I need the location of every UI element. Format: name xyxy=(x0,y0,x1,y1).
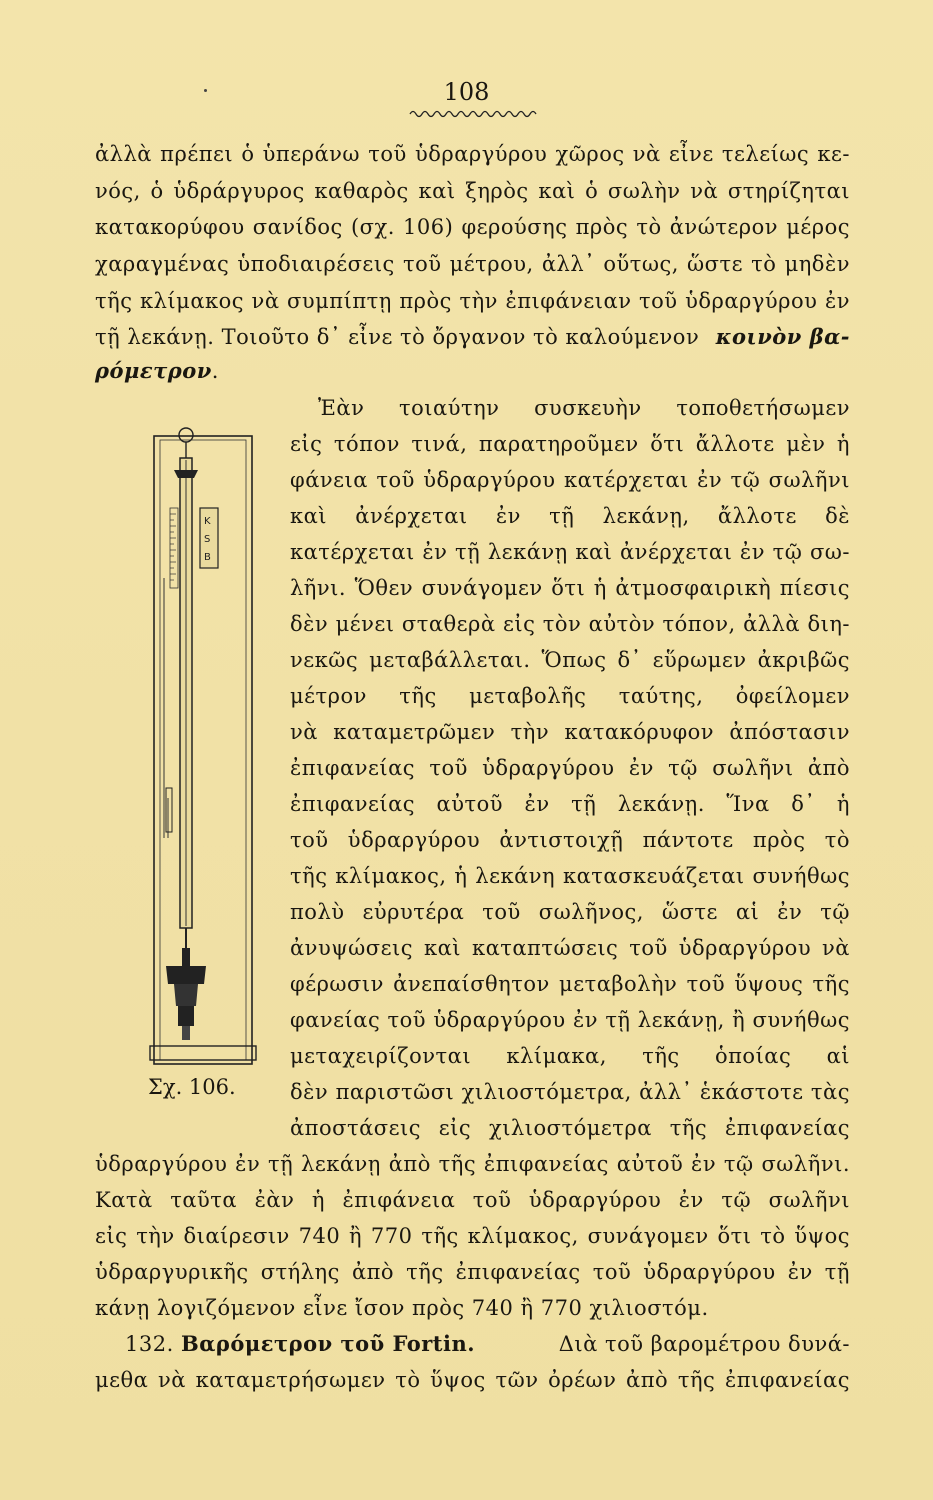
text-line: Κατὰ ταῦτα ἐὰν ἡ ἐπιφάνεια τοῦ ὑδραργύρου ἐν τῷ σωλῆνι xyxy=(95,1188,850,1212)
text-line: φάνεια τοῦ ὑδραργύρου κατέρχεται ἐν τῷ σωλῆνι xyxy=(290,468,850,492)
text-line: λῆνι. Ὅθεν συνάγομεν ὅτι ἡ ἀτμοσφαιρικὴ πίεσις xyxy=(290,576,850,600)
page-number: 108 xyxy=(443,78,490,106)
text-line: καὶ ἀνέρχεται ἐν τῇ λεκάνῃ, ἄλλοτε δὲ xyxy=(290,504,850,528)
text-line: ὑδραργυρικῆς στήλης ἀπὸ τῆς ἐπιφανείας τοῦ ὑδραργύρου ἐν τῇ xyxy=(95,1260,850,1284)
text-line: δὲν παριστῶσι χιλιοστόμετρα, ἀλλ᾽ ἑκάστοτε τὰς xyxy=(290,1080,850,1104)
text-line: εἰς τόπον τινά, παρατηροῦμεν ὅτι ἄλλοτε μὲν ἡ xyxy=(290,432,850,456)
section-heading xyxy=(95,1330,475,1358)
scale-letter: K xyxy=(204,516,211,527)
barometer-figure xyxy=(148,418,258,1068)
text-line: τῆς κλίμακος, ἡ λεκάνη κατασκευάζεται συνήθως xyxy=(290,864,850,888)
text-line: Ἐὰν τοιαύτην συσκευὴν τοποθετήσωμεν xyxy=(318,396,850,420)
text-line: εἰς τὴν διαίρεσιν 740 ἢ 770 τῆς κλίμακος, συνάγομεν ὅτι τὸ ὕψος xyxy=(95,1224,850,1248)
text-line: ὑδραργύρου ἐν τῇ λεκάνῃ ἀπὸ τῆς ἐπιφανείας αὐτοῦ ἐν τῷ σωλῆνι. xyxy=(95,1152,850,1176)
figure-caption: Σχ. 106. xyxy=(148,1075,236,1099)
scale-letter: B xyxy=(204,552,211,563)
scale-letter: S xyxy=(204,534,211,545)
text-line: κατακορύφου σανίδος (σχ. 106) φερούσης πρὸς τὸ ἀνώτερον μέρος xyxy=(95,215,850,239)
text-line: νεκῶς μεταβάλλεται. Ὅπως δ᾽ εὕρωμεν ἀκριβῶς xyxy=(290,648,850,672)
text-line: φανείας τοῦ ὑδραργύρου ἐν τῇ λεκάνῃ, ἢ συνήθως xyxy=(290,1008,850,1032)
section-heading-line xyxy=(95,1330,850,1358)
text-line-with-term xyxy=(95,323,850,351)
text-line: κατέρχεται ἐν τῇ λεκάνῃ καὶ ἀνέρχεται ἐν τῷ σω- xyxy=(290,540,850,564)
text-line: ἀνυψώσεις καὶ καταπτώσεις τοῦ ὑδραργύρου νὰ xyxy=(290,936,850,960)
text-line: μέτρον τῆς μεταβολῆς ταύτης, ὀφείλομεν xyxy=(290,684,850,708)
term-barometron-end: ρόμετρον xyxy=(95,358,212,383)
text-line: μεθα νὰ καταμετρήσωμεν τὸ ὕψος τῶν ὀρέων ἀπὸ τῆς ἐπιφανείας xyxy=(95,1368,850,1392)
text-line: χαραγμένας ὑποδιαιρέσεις τοῦ μέτρου, ἀλλ᾽ οὕτως, ὥστε τὸ μηδὲν xyxy=(95,252,850,276)
text-line: τῆς κλίμακος νὰ συμπίπτῃ πρὸς τὴν ἐπιφάνειαν τοῦ ὑδραργύρου ἐν xyxy=(95,289,850,313)
text-line-with-term xyxy=(95,357,219,385)
text-line: ἀποστάσεις εἰς χιλιοστόμετρα τῆς ἐπιφανείας xyxy=(290,1116,850,1140)
text-line: νὰ καταμετρῶμεν τὴν κατακόρυφον ἀπόστασιν xyxy=(290,720,850,744)
text-fragment: . xyxy=(211,359,219,383)
text-line: νός, ὁ ὑδράργυρος καθαρὸς καὶ ξηρὸς καὶ ὁ σωλὴν νὰ στηρίζηται xyxy=(95,179,850,203)
section-number: 132. xyxy=(125,1332,174,1356)
text-line: τοῦ ὑδραργύρου ἀντιστοιχῇ πάντοτε πρὸς τὸ xyxy=(290,828,850,852)
text-line: κάνῃ λογιζόμενον εἶνε ἴσον πρὸς 740 ἢ 770 χιλιοστόμ. xyxy=(95,1296,709,1320)
text-line: ἐπιφανείας τοῦ ὑδραργύρου ἐν τῷ σωλῆνι ἀπὸ xyxy=(290,756,850,780)
text-fragment: τῇ λεκάνῃ. Τοιοῦτο δ᾽ εἶνε τὸ ὄργανον τὸ καλούμενον xyxy=(95,325,700,349)
section-title: Βαρόμετρον τοῦ Fortin. xyxy=(180,1331,476,1356)
text-line: ἐπιφανείας αὐτοῦ ἐν τῇ λεκάνῃ. Ἵνα δ᾽ ἡ xyxy=(290,792,850,816)
term-koinon-barometron: κοινὸν βα- xyxy=(715,324,850,349)
text-line: ἀλλὰ πρέπει ὁ ὑπεράνω τοῦ ὑδραργύρου χῶρος νὰ εἶνε τελείως κε- xyxy=(95,142,850,166)
text-line: δὲν μένει σταθερὰ εἰς τὸν αὐτὸν τόπον, ἀλλὰ διη- xyxy=(290,612,850,636)
text-line: μεταχειρίζονται κλίμακα, τῆς ὁποίας αἱ xyxy=(290,1044,850,1068)
text-line: πολὺ εὐρυτέρα τοῦ σωλῆνος, ὥστε αἱ ἐν τῷ xyxy=(290,900,850,924)
text-line: φέρωσιν ἀνεπαίσθητον μεταβολὴν τοῦ ὕψους τῆς xyxy=(290,972,850,996)
text-fragment: Διὰ τοῦ βαρομέτρου δυνά- xyxy=(558,1332,850,1356)
wave-ornament xyxy=(408,108,538,118)
